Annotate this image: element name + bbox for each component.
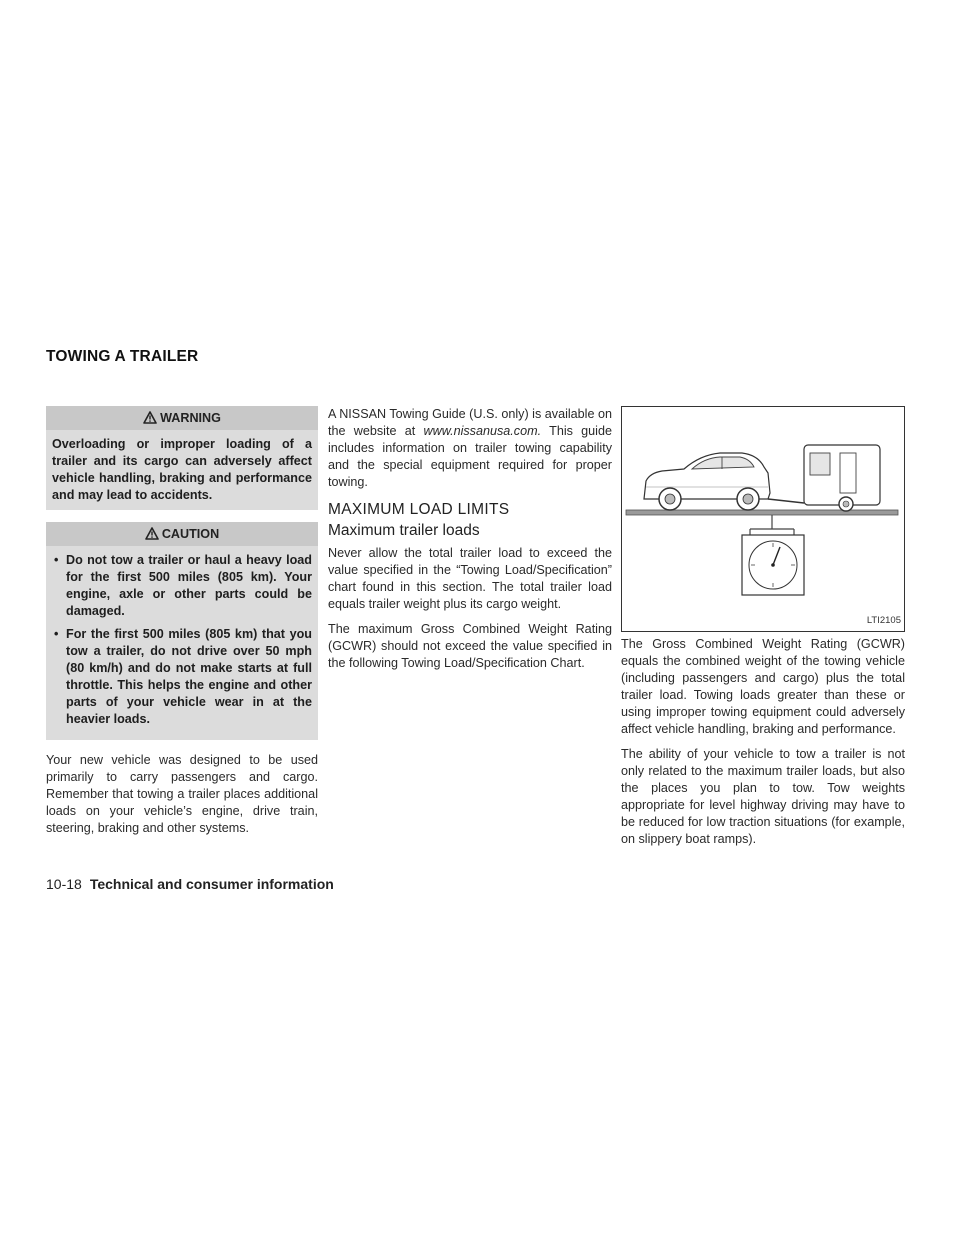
- warning-header: [46, 406, 318, 430]
- caution-heading: CAUTION: [161, 527, 220, 541]
- warning-heading: WARNING: [160, 411, 221, 425]
- column-1: [46, 406, 318, 845]
- figure-code: LTI2105: [866, 615, 901, 626]
- column-3: [621, 406, 905, 856]
- towing-illustration: [621, 406, 905, 632]
- vehicle-trailer-scale-illustration: [622, 407, 904, 631]
- tow-ability-paragraph: The ability of your vehicle to tow a trailer is not only related to the maximum trailer loads, but also the places you plan to tow. Tow weights appropriate for level highway driving may have to be reduced for low traction situations (for example, on slippery boat ramps).: [621, 747, 905, 846]
- caution-item: • Do not tow a trailer or haul a heavy load for the first 500 miles (805 km). Your engine, axle or other parts could be damaged.: [52, 552, 312, 620]
- caution-icon: [145, 527, 159, 540]
- warning-icon: [143, 411, 157, 424]
- chapter-title: Technical and consumer information: [89, 876, 334, 892]
- caution-header: [46, 522, 318, 546]
- towing-guide-text: A NISSAN Towing Guide (U.S. only) is available on the website at: [328, 407, 612, 438]
- intro-paragraph: Your new vehicle was designed to be used primarily to carry passengers and cargo. Remember that towing a trailer places additional loads on your vehicle’s engine, drive train, steering, braking and other systems.: [46, 753, 318, 835]
- caution-box: [46, 522, 318, 740]
- page-number: 10-18: [46, 876, 82, 892]
- max-trailer-loads-subheading: Maximum trailer loads: [328, 522, 480, 539]
- section-title: TOWING A TRAILER: [46, 348, 199, 365]
- towing-guide-text-end: This guide includes information on trailer towing capability and the special equipment required for proper towing.: [328, 424, 612, 489]
- gcwr-limit-paragraph: The maximum Gross Combined Weight Rating (GCWR) should not exceed the value specified in the following Towing Load/Specification Chart.: [328, 622, 612, 670]
- warning-box: [46, 406, 318, 510]
- gcwr-definition-paragraph: The Gross Combined Weight Rating (GCWR) equals the combined weight of the towing vehicle (including passengers and cargo) plus the total trailer load. Towing loads greater than these or using improper towing equipment could adversely affect vehicle handling, braking and performance.: [621, 637, 905, 736]
- column-2: [328, 406, 612, 680]
- warning-text: Overloading or improper loading of a trailer and its cargo can adversely affect vehicle handling, braking and performance and may lead to accidents.: [52, 437, 312, 502]
- nissan-url-link[interactable]: www.nissanusa.com.: [423, 424, 542, 438]
- trailer-load-paragraph: Never allow the total trailer load to exceed the value specified in the “Towing Load/Specification” chart found in this section. The total trailer load equals trailer weight plus its cargo weight.: [328, 546, 612, 611]
- caution-item: • For the first 500 miles (805 km) that you tow a trailer, do not drive over 50 mph (80 km/h) and do not make starts at full throttle. This helps the engine and other parts of your vehicle wear in at the heavier loads.: [52, 626, 312, 728]
- max-load-heading: MAXIMUM LOAD LIMITS: [328, 501, 510, 518]
- page-footer: [46, 876, 334, 892]
- caution-body: [46, 546, 318, 740]
- towing-guide-paragraph: [328, 406, 612, 491]
